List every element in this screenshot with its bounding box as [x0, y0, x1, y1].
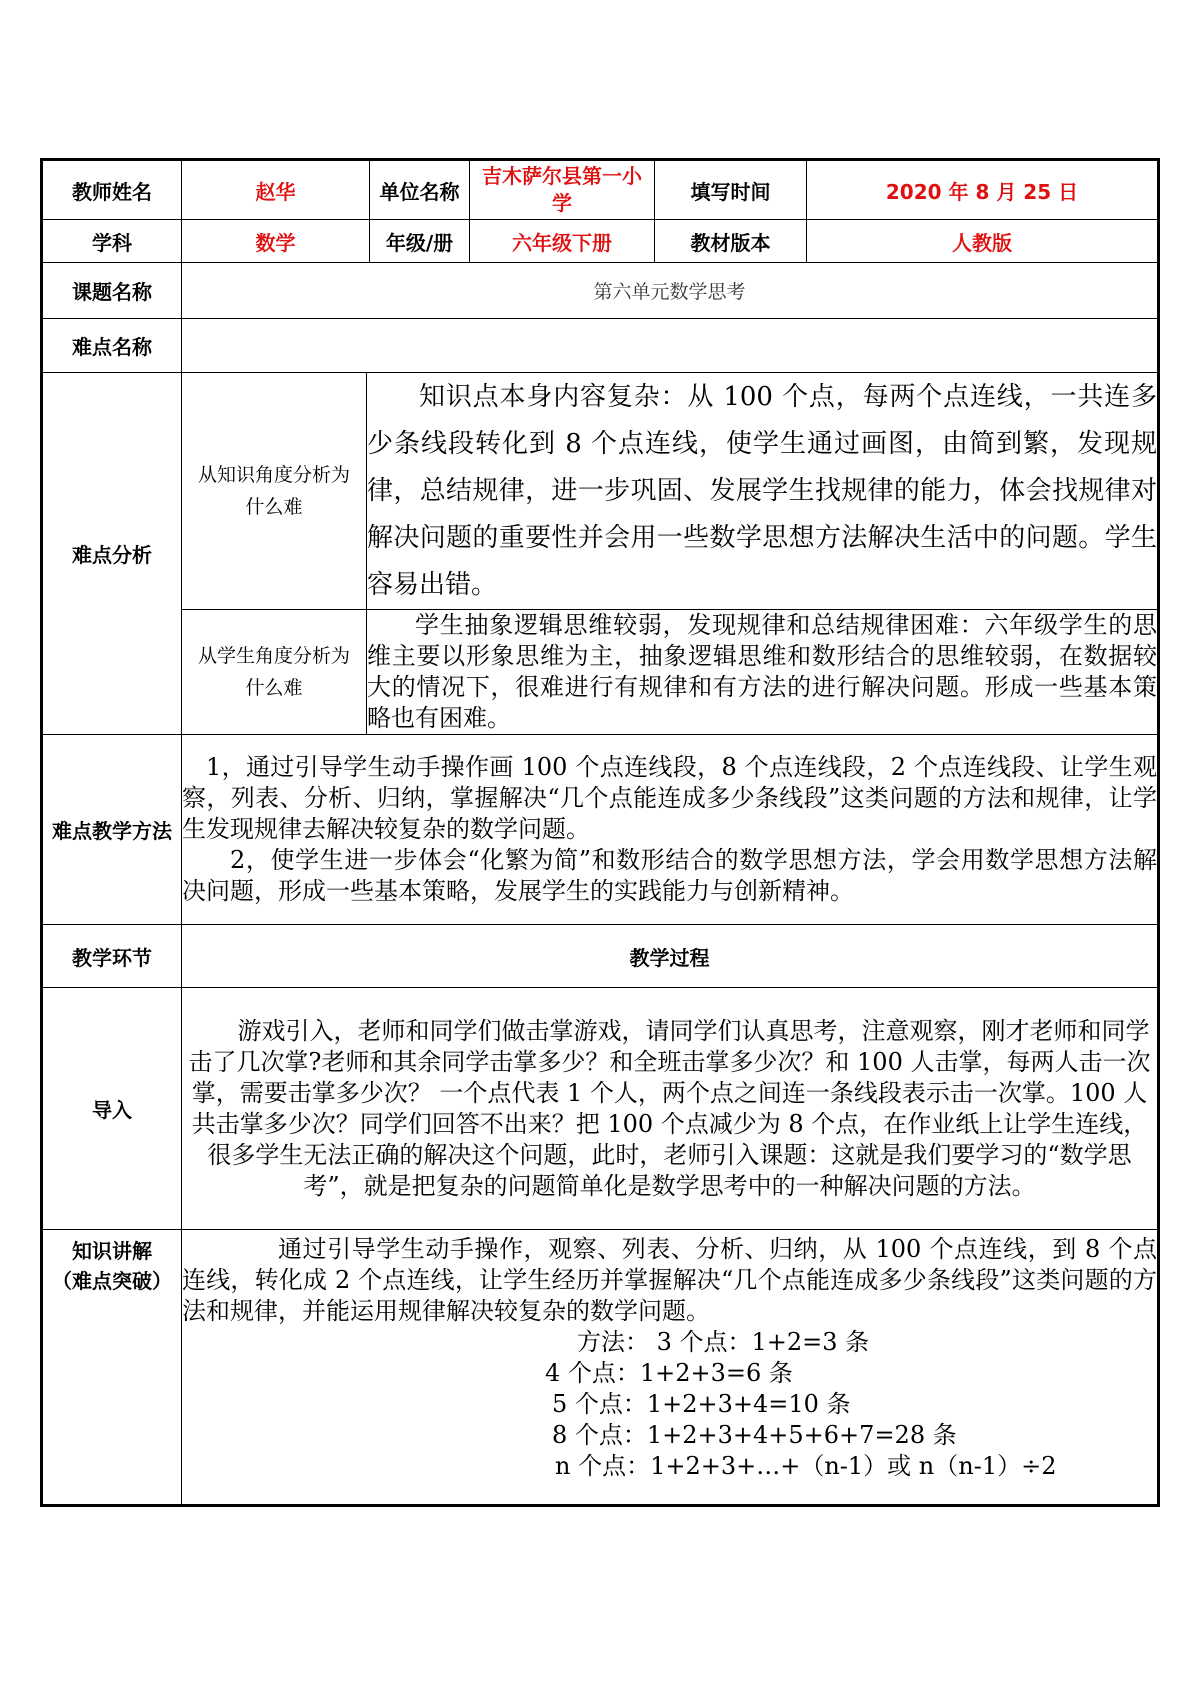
subject-label: 学科 [42, 220, 182, 263]
intro-text: 游戏引入，老师和同学们做击掌游戏，请同学们认真思考，注意观察，刚才老师和同学击了几次掌?老师和其余同学击掌多少？和全班击掌多少次？和 100 人击掌，每两人击一次掌，需要击掌多少次？ 一个点代表 1 个人，两个点之间连一条线段表示击一次掌。100 人共击掌多少次？同学们回答不出来？把 100 个点减少为 8 个点，在作业纸上让学生连线，很多学生无法正确的解决这个问题，此时，老师引入课题：这就是我们要学习的“数学思考”，就是把复杂的问题简单化是数学思考中的一种解决问题的方法。 [182, 988, 1159, 1230]
difficulty-name-value [182, 319, 1159, 373]
explanation-text: 通过引导学生动手操作，观察、列表、分析、归纳，从 100 个点连线，到 8 个点连线，转化成 2 个点连线，让学生经历并掌握解决“几个点能连成多少条线段”这类问题的方法和规律，并能运用规律解决较复杂的数学问题。 [182, 1235, 1157, 1325]
explanation-cell [182, 1230, 1159, 1506]
topic-value: 第六单元数学思考 [182, 263, 1159, 319]
difficulty-analysis-row-knowledge [42, 373, 1159, 610]
explanation-row [42, 1230, 1159, 1506]
date-label: 填写时间 [655, 160, 807, 220]
intro-row [42, 988, 1159, 1230]
teaching-method-cell [182, 735, 1159, 925]
method-line-4: 8 个点：1+2+3+4+5+6+7=28 条 [552, 1421, 957, 1449]
teaching-method-label: 难点教学方法 [42, 735, 182, 925]
intro-label: 导入 [42, 988, 182, 1230]
teaching-process-label: 教学过程 [182, 925, 1159, 988]
student-angle-label: 从学生角度分析为什么难 [182, 610, 367, 735]
difficulty-analysis-row-student [42, 610, 1159, 735]
header-row-2 [42, 220, 1159, 263]
grade: 六年级下册 [470, 220, 655, 263]
unit-label: 单位名称 [370, 160, 470, 220]
edition: 人教版 [807, 220, 1159, 263]
lesson-table [40, 158, 1160, 1507]
explanation-label-line-2: （难点突破） [52, 1269, 172, 1293]
method-line-1: 方法： 3 个点：1+2=3 条 [577, 1328, 870, 1356]
method-line-2: 4 个点：1+2+3=6 条 [545, 1359, 793, 1387]
subject: 数学 [182, 220, 370, 263]
explanation-label [42, 1230, 182, 1506]
knowledge-angle-text: 知识点本身内容复杂：从 100 个点，每两个点连线，一共连多少条线段转化到 8 个点连线，使学生通过画图，由简到繁，发现规律，总结规律，进一步巩固、发展学生找规律的能力，体会找规律对解决问题的重要性并会用一些数学思想方法解决生活中的问题。学生容易出错。 [367, 373, 1159, 610]
teaching-method-paragraph-2: 2，使学生进一步体会“化繁为简”和数形结合的数学思想方法，学会用数学思想方法解决问题，形成一些基本策略，发展学生的实践能力与创新精神。 [182, 846, 1157, 905]
fill-date: 2020 年 8 月 25 日 [807, 160, 1159, 220]
grade-label: 年级/册 [370, 220, 470, 263]
teacher-name: 赵华 [182, 160, 370, 220]
difficulty-name-label: 难点名称 [42, 319, 182, 373]
teaching-step-label: 教学环节 [42, 925, 182, 988]
difficulty-name-row [42, 319, 1159, 373]
topic-row [42, 263, 1159, 319]
difficulty-analysis-label: 难点分析 [42, 373, 182, 735]
edition-label: 教材版本 [655, 220, 807, 263]
teaching-method-row [42, 735, 1159, 925]
header-row-1 [42, 160, 1159, 220]
method-line-3: 5 个点：1+2+3+4=10 条 [552, 1390, 851, 1418]
lesson-document [40, 158, 1157, 1507]
student-angle-text: 学生抽象逻辑思维较弱，发现规律和总结规律困难：六年级学生的思维主要以形象思维为主，抽象逻辑思维和数形结合的思维较弱，在数据较大的情况下，很难进行有规律和有方法的进行解决问题。形成一些基本策略也有困难。 [367, 610, 1159, 735]
unit-name: 吉木萨尔县第一小学 [470, 160, 655, 220]
explanation-label-line-1: 知识讲解 [72, 1239, 152, 1263]
knowledge-angle-label: 从知识角度分析为什么难 [182, 373, 367, 610]
process-header-row [42, 925, 1159, 988]
teaching-method-paragraph-1: 1，通过引导学生动手操作画 100 个点连线段，8 个点连线段，2 个点连线段、让学生观察，列表、分析、归纳，掌握解决“几个点能连成多少条线段”这类问题的方法和规律，让学生发现规律去解决较复杂的数学问题。 [182, 753, 1157, 843]
method-list [182, 1327, 1157, 1482]
method-line-5: n 个点：1+2+3+…+（n-1）或 n（n-1）÷2 [555, 1452, 1057, 1480]
teacher-name-label: 教师姓名 [42, 160, 182, 220]
topic-label: 课题名称 [42, 263, 182, 319]
